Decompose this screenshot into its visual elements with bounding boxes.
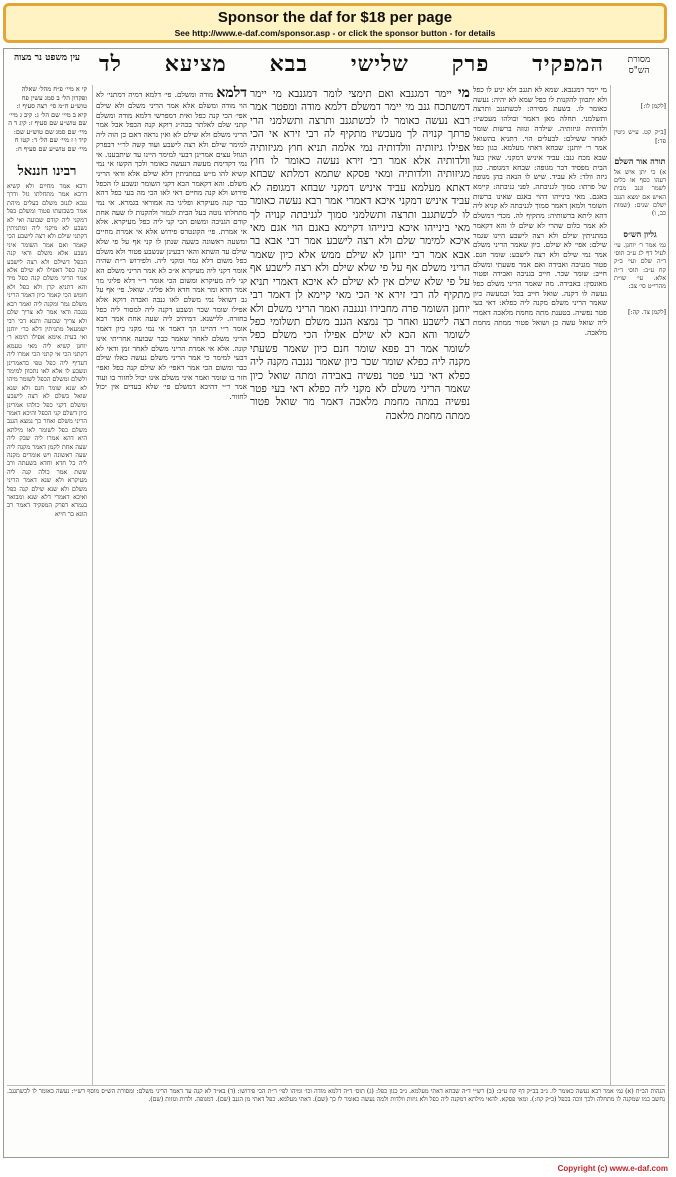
sponsor-banner[interactable] xyxy=(3,3,667,43)
masoret-note-2: [ב״ק קט. ע״ש גיטין פד:] xyxy=(614,129,666,145)
rabbeinu-chananel-text: ורבא אמר מחיים ולא קשיא דרבא אמר מתחלתו גזל ודרך גנבא לגנוב משלם בעלים מיהת אמר בשבועתו פטור ומשלם כפל דמקני ליה קודם שבועה ואי לא נשבע לא מיקני ליה ומתניתין דקתני שילם ולא רצה לישבע הכי קאמר ואם אמר השומר איני נשבע אלא משלם ודאי קנה הכפל דשילם ולא רצה לישבע קנה כפל דאפילו לא שילם אלא אמר הריני משלם קנה כפל מיד והא דתניא קרן ולא כפל ולא חומש הכי קאמר כיון דאמר הריני משלם גמר ומקנה ליה ואמר רבא נגנבה ודאי אמר לא צריך שלם ולא צריך שבועה ותנא דבי רבי ישמעאל מתניתין דלא כר׳ יוחנן ואי בעית אימא אפילו תימא ר׳ יוחנן קשיא ליה מאי טעמא דקתני הכי אי קתני הכי אמרו ליה דעדיף ליה כפל טפי כדאמרינן ונשבע לו אלא לאו נתכוון למימר ולשלם ומשלם הכפל לשומר מיהו לא שנא שומר חנם ולא שנא שואל בשלם לא רצה לישבע ומשלם דקני כפל כולהו אמרינן כיון דשלם קני הכפל והיכא דאמר הריני משלם ואחר כך נמצא הגנב משלם כפל לשומר לאו מילתא היא דהא אמרו ליה שבק ליה שעה אחת לקמן דאמר מקנה ליה שעה ראשונה ויש אומרים מקנה ליה כל חדא וחדא בשעתה ורב ששת אמר כולה קנה ליה מעיקרא ולא שנא דאמר הריני משלם ולא שנא שילם קנה כפל ואיכא דאמרי דלא שנא ומבואר בגמרא דפרק המפקיד דאמר רב הונא בר חייא xyxy=(7,183,87,518)
masoret-hashas-header: מסורת הש"ס xyxy=(627,55,651,76)
tosafot-body: מודה ומשלם. פי׳ דלמא דמיה דמתני׳ לא הוי מודה ומשלם אלא אמר הריני משלם ולא שילם אפי׳ הכי קנה כפל ואית דמפרשי דלמא מודה ומשלם קתני שלם לאלתר בכה״ג דוקא קנה הכפל אבל אמר הריני משלם ולא שילם לא ואין נראה דאם כן הוה ליה למימר שילם ולא רצה לישבע ועוד קשה לר״י דבפרק הגוזל עצים אמרינן דבעי למימר היינו עד שיתבענו. אי נמי דקדימת מעשה דנעשה כאומר ולכך הקשו אי נמי קשיא להו מ״ש במתניתין דלא שילם אלא ודאי הריני משלם. והא דקאמר הכא דקני השומר ונשבע לו הכפל פירוש ולא קנה מחיים דאי לאו הכי מה בעי כפל דהא כבר קנה מעיקרא ופליגי בה אמוראי בגמרא. אי נמי מתחלתו נוטה בעל הבית לגמור ולהקנות לו שעה אחת קודם הגניבה ומשום הכי קני ליה כפל מעיקרא. אלא אי אמרת. פי׳ הקונטרס פירוש אלא אי אמרת מחיים ומשעה ראשונה בשעה שנתן לו קני אף על פי שלא שילם עד השתא והאי דבעינן שנשבע פטור ולא משלם כפל משום דלא גמר ומקני ליה. ולפירוש ר״ת שהיה אומר דקני ליה מעיקרא א״כ לא אמר הריני משלם הא קני ליה מעיקרא ומשום הכי אומר ר״י דלא פליגי מר אמר חדא ומר אמר חדא ולא פליגי. שואל. פי׳ אף על גב דשואל נמי משלם לאו גנבה ואבדה דוקא אלא אפילו שומר שכר ונשבע דקנה ליה למסור ליה כפל בחזרה. ללישנא. דמיהיב ליה שעה אחת אמר רבא אומר ר״י דהיינו הך דאמר אי נמי מקני כיון דאמר הריני משלם לאחר שאמר כבר שבועה אחריתי אינו קונה. אלא אי אמרת הריני משלם לאחר זמן ודאי לא דבעי למימר כי אמר הריני משלם נעשה כאלו שילם כבר ומשום הכי אמר דאפי׳ לא שילם קנה כפל ואפי׳ חזר בו שומר ואמר איני משלם אינו יכול לחזור בו ועוד אמר ר״י דהיכא דמשלם פי׳ שלא בעדים אין יכול לחזור. xyxy=(96,90,247,402)
page-title: המפקיד פרק שלישי בבא מציעא לד xyxy=(99,51,604,77)
rabbeinu-chananel-title: רבינו חננאל xyxy=(17,164,77,179)
masoret-note-1: [לקמן לו:] xyxy=(640,103,666,110)
gemara-opening-word: מי xyxy=(458,85,470,101)
torah-or-text: א) כי יתן איש אל רעהו כסף או כלים לשמר וגנב מבית האיש אם ימצא הגנב ישלם שנים: (שמות כב, ו) xyxy=(614,168,666,218)
gilyon-hashas-text: גמ׳ אמר ר׳ יוחנן. עי׳ לעיל דף לג ע״ב תוס׳ ד״ה שלם ועי׳ ב״ק קח ע״ב: תוס׳ ד״ה אלא. עי׳ שו״ת מהרי״ט סי׳ צב: xyxy=(614,241,666,291)
gilyon-hashas-heading: גליון הש״ס xyxy=(623,228,657,239)
rashi-column xyxy=(473,85,611,1085)
hagahot-text: הגהות הב״ח (א) גמ׳ אמר רבא נעשה כאומר לו. נ״ב בב״ק דף קח ע״ב: (ב) רש״י ד״ה שבחא דאתי מעלמא. נ״ב כגון כפל: (ג) תוס׳ ד״ה דלמא מודה וכו׳ ומיהו לפי׳ ר״ת הכי פירושו: (ד) בא״ד לא קנה עד דאמר הריני משלם: ומסורת הש״ס מוסף רש״י: נעשה כאומר לו לכשתגנב. נחשב כמו שמקנה לו מתחלה ולכך זוכה בכפל (ב״ק קח:). ומאי פסקא. להאי מילתא דמקנה ליה כפל ולא גיזות וולדות ולמה נעשה כאומר לו כך (שם). דאתי מעלמא. כפל דאתי מן הגנב (שם). דמגופה. ולדות וגזזות (שם). xyxy=(7,1088,665,1104)
tosafot-opening-word: דלמא xyxy=(216,85,247,101)
gemara-text xyxy=(250,85,470,423)
torah-or-heading: תורה אור השלם xyxy=(614,155,666,166)
tosafot-text xyxy=(96,85,247,402)
right-margin-column xyxy=(614,85,666,1085)
ein-mishpat-header: עין משפט נר מצוה xyxy=(13,53,81,63)
rashi-text: מי יימר דמגנבא. שמא לא תגנב ולא יגיע לו כפל ולא יתכוון להקנות לו כפל שמא לא יהיה: נעשה כאומר לו. בשעת מסירה: לכשתגנב ותרצה ותשלמני. תחלה מאן דאמר וכולהו מעכשיו: ולדותיה וגיזותיה. שילדה וגזזה ברשות שומר לאחר ששילם: לבעלים הוי. דתניא בהשואל אמר ר׳ יוחנן: שבחא דאתי מעלמא. כגון כפל שבא מכח גנב: עביד איניש דמקני. שאין בעל הבית מפסיד דבר מגופה: שבחא דמגופה. כגון גיזה וולד: לא עביד. שיש לו הנאה בהן מגופה של פרתו: סמוך לגניבתה. לפני גניבתה: קיימא באגם. מאי בינייהו דהוי באגם שאינו ברשות השומר ולמאן דאמר סמוך לגניבתה לא קניא ליה דהא ליתא ברשותיה: מתקיף לה. מכדי דמשלם לא אמר כלום שהרי לא שילם לו והא דקאמר במתניתין שילם ולא רצה לישבע היינו שגמר שילם: אפי׳ לא שילם. כיון שאמר הריני משלם אמר נמי שילם ולא רצה לישבע: שומר חנם. פטור מגניבה ואבידה ואם אמר פשעתי ומשלם חייב: שומר שכר. חייב בגניבה ואבידה ופטור מאונסין: באבידה. מה שאמר הריני משלם כפל נעשה לו דקנה. שואל חייב בכל וכמעשה כיון שאמר הריני משלם מקנה ליה כפלא: דאי בעי פטר נפשיה. בטענת מתה מחמת מלאכה דאמרי ליה שואל עשה כן ושואל פטור ממתה מחמת מלאכה. xyxy=(473,85,607,337)
tosafot-column xyxy=(92,85,247,1085)
gemara-column xyxy=(250,85,470,1085)
gemara-body: יימר דמגנבא ואם תימצי לומר דמגנבא מי יימר דמשתכח גנב מי יימר דמשלם דלמא מודה ומפטר אמר רבא נעשה כאומר לו לכשתגנב ותרצה ותשלמני הרי פרתך קנויה לך מעכשיו מתקיף לה רבי זירא אי הכי אפילו גיזותיה וולדותיה נמי אלמה תניא חוץ מגיזותיה וולדותיה אלא אמר רבי זירא נעשה כאומר לו חוץ מגיזותיה וולדותיה ומאי פסקא שתמא דמלתא שבחא דאתא מעלמא עביד איניש דמקני שבחא דמגופה לא עביד איניש דמקני איכא דאמרי אמר רבא נעשה כאומר לו לכשתגנב ותרצה ותשלמני סמוך לגניבתה קנויה לך מאי בינייהו איכא בינייהו דקיימא באגם הוי אגם מאי איכא למימר שלם ולא רצה לישבע אמר רבי אבא בר אבא אמר רבי יוחנן לא שילם ממש אלא כיון שאמר הריני משלם אף על פי שלא שילם ולא רצה לישבע אף על פי שלא שילם אין לא שילם לא איכא דאמרי תניא מתקיף לה רבי זירא אי הכי מאי קיימא לן דאמר רבי יוחנן השומר פרה מחבירו ונגנבה ואמר הריני משלם ולא רצה לישבע ואחר כך נמצא הגנב משלם תשלומי כפל לשומר והא הכא לא שילם אפילו הכי משלם כפל לשומר אמר רב פפא שומר חנם כיון שאמר פשעתי מקנה ליה כפלא שומר שכר כיון שאמר נגנבה מקנה ליה כפלא דאי בעי פטר נפשיה באבידה ומתה שואל כיון שאמר הריני משלם לא מקני ליה כפלא דאי בעי פטר נפשיה במתה מחמת מלאכה דאמר מר שואל פטור ממתה מחמת מלאכה xyxy=(250,88,470,422)
ein-mishpat-text: קי א מיי׳ פ״ח מהל׳ שאלה ופקדון הל׳ ב סמג עשין פח טוש״ע ח״מ סי׳ רצה סעיף ו: קיא ב מיי׳ שם הל׳ ג: קיב ג מיי׳ שם טוש״ע שם סעיף ז: קיג ד ה מיי׳ שם סמג שם טוש״ע שם: קיד ו ז מיי׳ שם הל׳ ד: קטו ח מיי׳ שם טוש״ע שם סעיף ח: xyxy=(8,85,87,153)
copyright-notice: Copyright (c) www.e-daf.com xyxy=(557,1164,668,1173)
sponsor-title[interactable]: Sponsor the daf for $18 per page xyxy=(217,9,453,26)
masoret-note-3: [לקמן צד. קה:] xyxy=(627,309,666,317)
bottom-notes xyxy=(7,1085,665,1158)
sponsor-subtitle[interactable]: See http://www.e-daf.com/sponsor.asp - or click the sponsor button - for details xyxy=(174,28,496,38)
left-margin-column xyxy=(7,85,87,1085)
talmud-page xyxy=(3,48,669,1158)
